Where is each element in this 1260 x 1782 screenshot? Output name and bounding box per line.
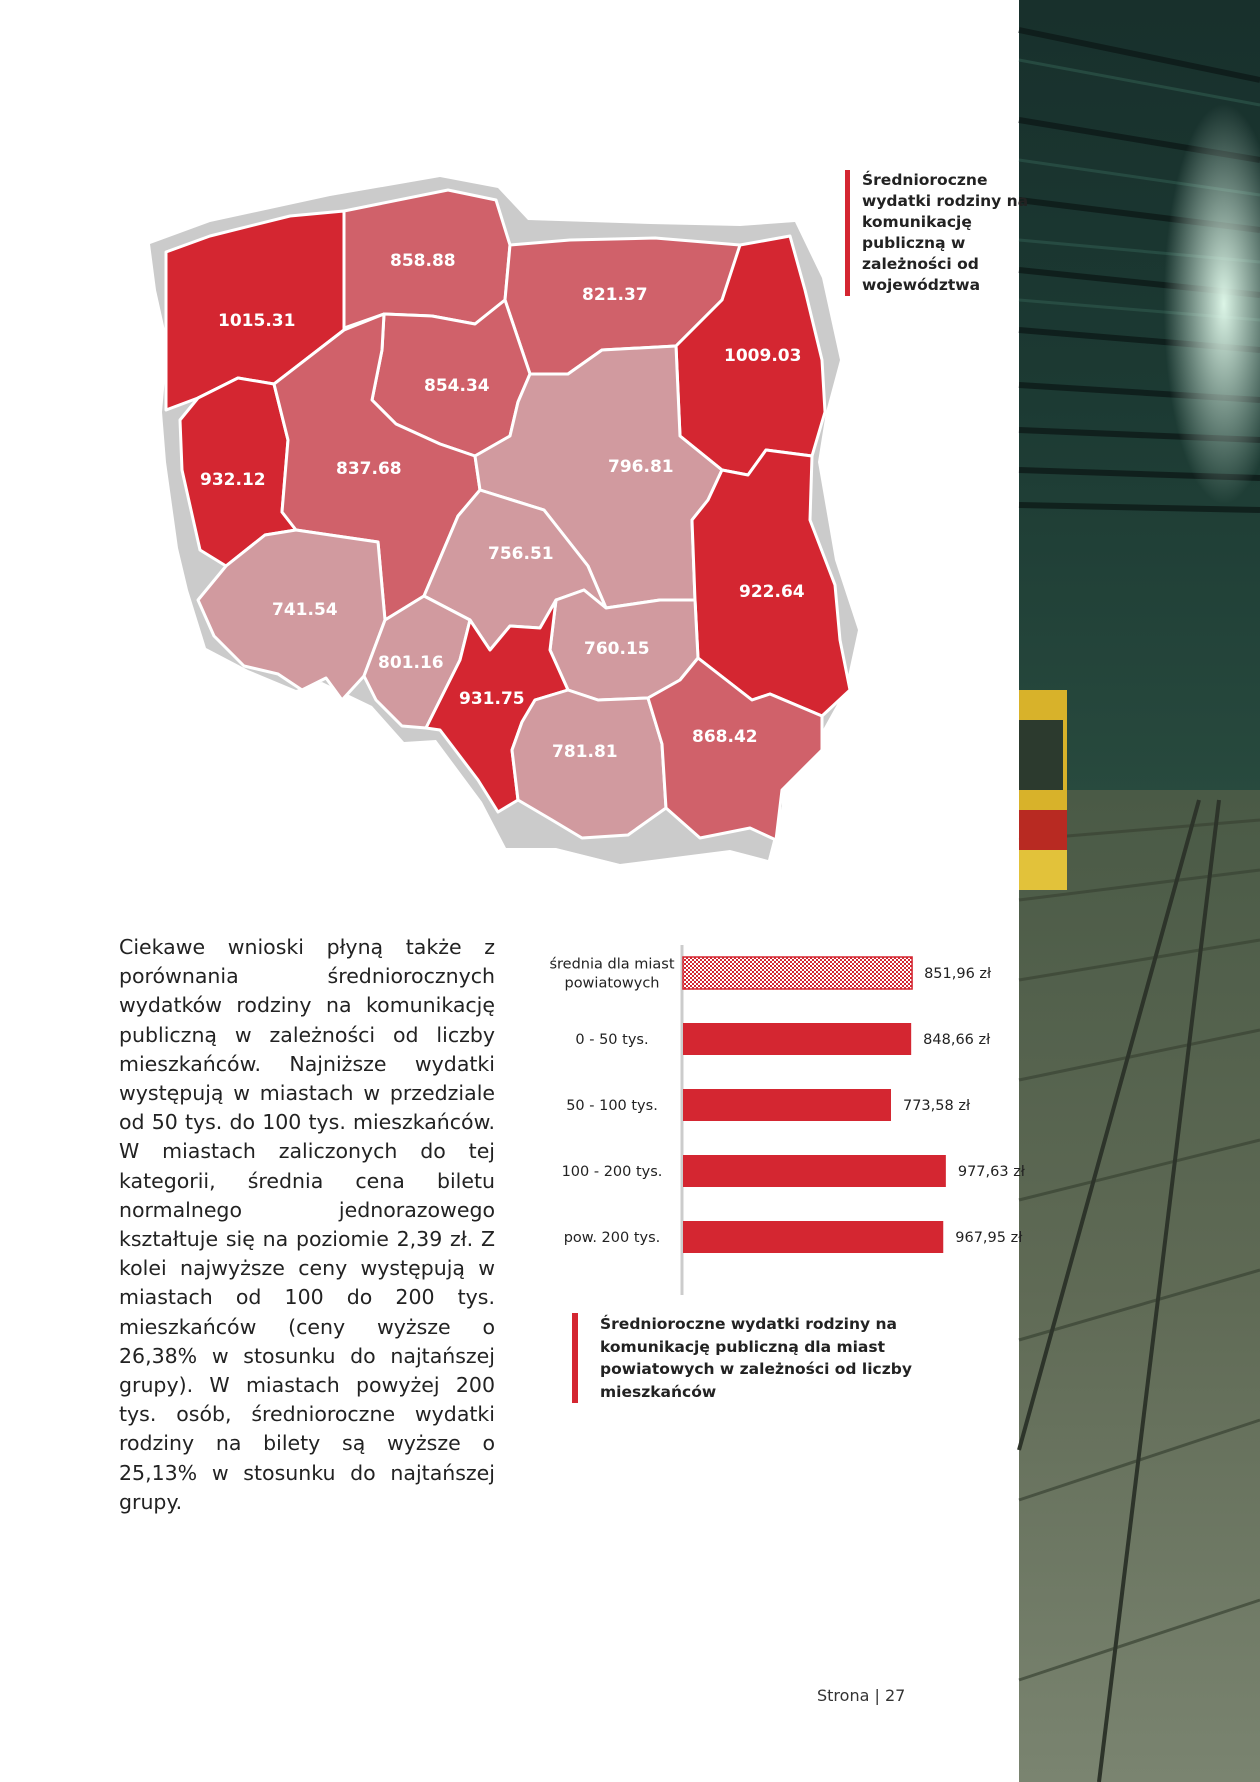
body-paragraph: Ciekawe wnioski płyną także z porównania średniorocznych wydatków rodziny na komunikację publiczną w zależności od liczby mieszkańców. Najniższe wydatki występują w miastach w przedziale od 50 tys. do 100 tys. mieszkańców. W miastach zaliczonych do tej kategorii, średnia cena biletu normalnego jednorazowego kształtuje się na poziomie 2,39 zł. Z kolei najwyższe ceny występują w miastach od 100 do 200 tys. mieszkańców (ceny wyższe o 26,38% w stosunku do najtańszej grupy). W miastach powyżej 200 tys. osób, średnioroczne wydatki rodziny na bilety są wyższe o 25,13% w stosunku do najtańszej grupy. [119,935,495,1514]
region-label-opolskie: 801.16 [378,653,444,673]
value-label-1: 848,66 zł [923,1032,991,1048]
value-label-3: 977,63 zł [957,1164,1025,1180]
value-label-0: 851,96 zł [924,966,992,982]
region-label-lubelskie: 922.64 [739,582,805,602]
region-label-zachodniopomorskie: 1015.31 [218,311,296,331]
value-label-4: 967,95 zł [955,1230,1023,1246]
chart-value-labels [903,966,1026,1246]
region-label-swietokrzyskie: 760.15 [584,639,650,659]
region-label-pomorskie: 858.88 [390,251,456,271]
category-label-0: średnia dla miast powiatowych [549,956,675,992]
region-label-malopolskie: 781.81 [552,742,618,762]
chart-caption: Średnioroczne wydatki rodziny na komunikację publiczną dla miast powiatowych w zależności od liczby mieszkańców [572,1313,930,1403]
category-label-2: 50 - 100 tys. [566,1098,658,1114]
map-caption: Średnioroczne wydatki rodziny na komunikację publiczną w zależności od województwa [845,170,1032,296]
category-label-1: 0 - 50 tys. [575,1032,649,1048]
bar-1 [683,1023,911,1055]
region-label-dolnoslaskie: 741.54 [272,600,338,620]
region-label-lubuskie: 932.12 [200,470,266,490]
region-label-warminsko-mazurskie: 821.37 [582,285,648,305]
region-label-lodzkie: 756.51 [488,544,554,564]
category-label-4: pow. 200 tys. [563,1230,661,1246]
bar-4 [683,1221,943,1253]
region-label-slaskie: 931.75 [459,689,525,709]
population-bar-chart [540,945,1025,1305]
region-label-podkarpackie: 868.42 [692,727,758,747]
bar-2 [683,1089,891,1121]
region-label-wielkopolskie: 837.68 [336,459,402,479]
bar-3 [683,1155,946,1187]
tram-tunnel-photo [1019,0,1260,1782]
category-label-3: 100 - 200 tys. [561,1164,663,1180]
region-label-kujawsko-pomorskie: 854.34 [424,376,490,396]
region-label-podlaskie: 1009.03 [724,346,802,366]
poland-voivodeship-map [0,0,1019,900]
bar-0 [683,957,912,989]
value-label-2: 773,58 zł [902,1098,971,1114]
page-number: Strona | 27 [817,1686,906,1705]
chart-category-labels [549,957,674,1247]
region-label-mazowieckie: 796.81 [608,457,674,477]
